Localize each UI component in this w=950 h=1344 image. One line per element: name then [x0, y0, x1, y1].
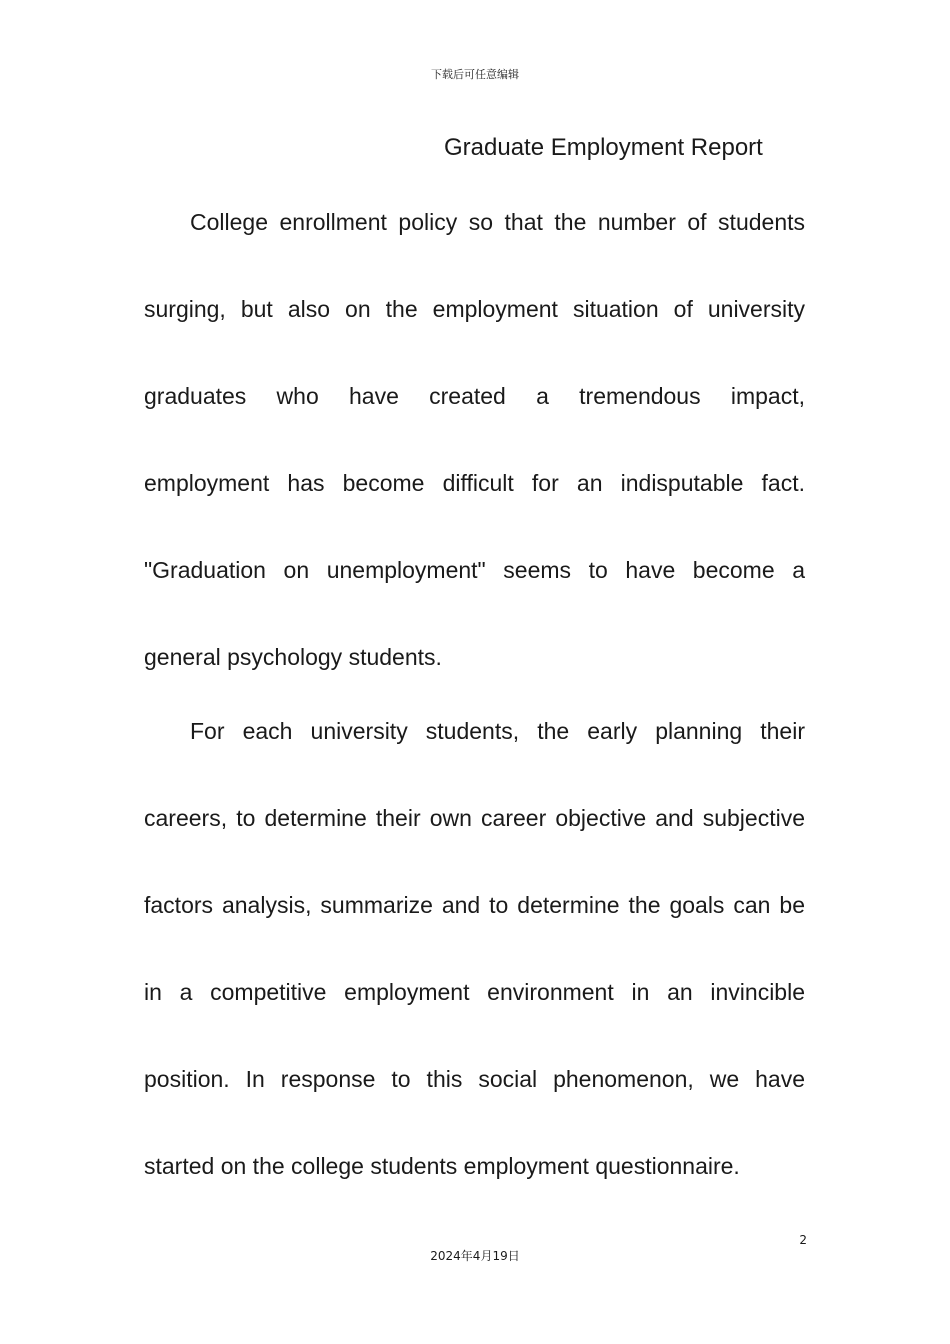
- paragraph-line: general psychology students.: [144, 644, 442, 670]
- paragraph-line: employment has become difficult for an indisputable fact.: [144, 470, 805, 496]
- paragraph-line: surging, but also on the employment situation of university: [144, 296, 805, 322]
- paragraph-line: graduates who have created a tremendous impact,: [144, 383, 805, 409]
- paragraph-2: [144, 688, 805, 1210]
- paragraph-line: College enrollment policy so that the number of students: [190, 209, 805, 235]
- paragraph-line: "Graduation on unemployment" seems to have become a: [144, 557, 805, 583]
- paragraph-line: position. In response to this social phenomenon, we have: [144, 1066, 805, 1092]
- paragraph-line: For each university students, the early planning their: [190, 718, 805, 744]
- paragraph-1: [144, 179, 805, 701]
- paragraph-line: careers, to determine their own career objective and subjective: [144, 805, 805, 831]
- paragraph-line: in a competitive employment environment in an invincible: [144, 979, 805, 1005]
- footer-date: 2024年4月19日: [430, 1249, 520, 1263]
- paragraph-line: factors analysis, summarize and to determine the goals can be: [144, 892, 805, 918]
- page-number: 2: [799, 1233, 807, 1247]
- page-header: 下载后可任意编辑: [431, 68, 519, 81]
- paragraph-line: started on the college students employment questionnaire.: [144, 1153, 740, 1179]
- document-title: Graduate Employment Report: [444, 134, 763, 161]
